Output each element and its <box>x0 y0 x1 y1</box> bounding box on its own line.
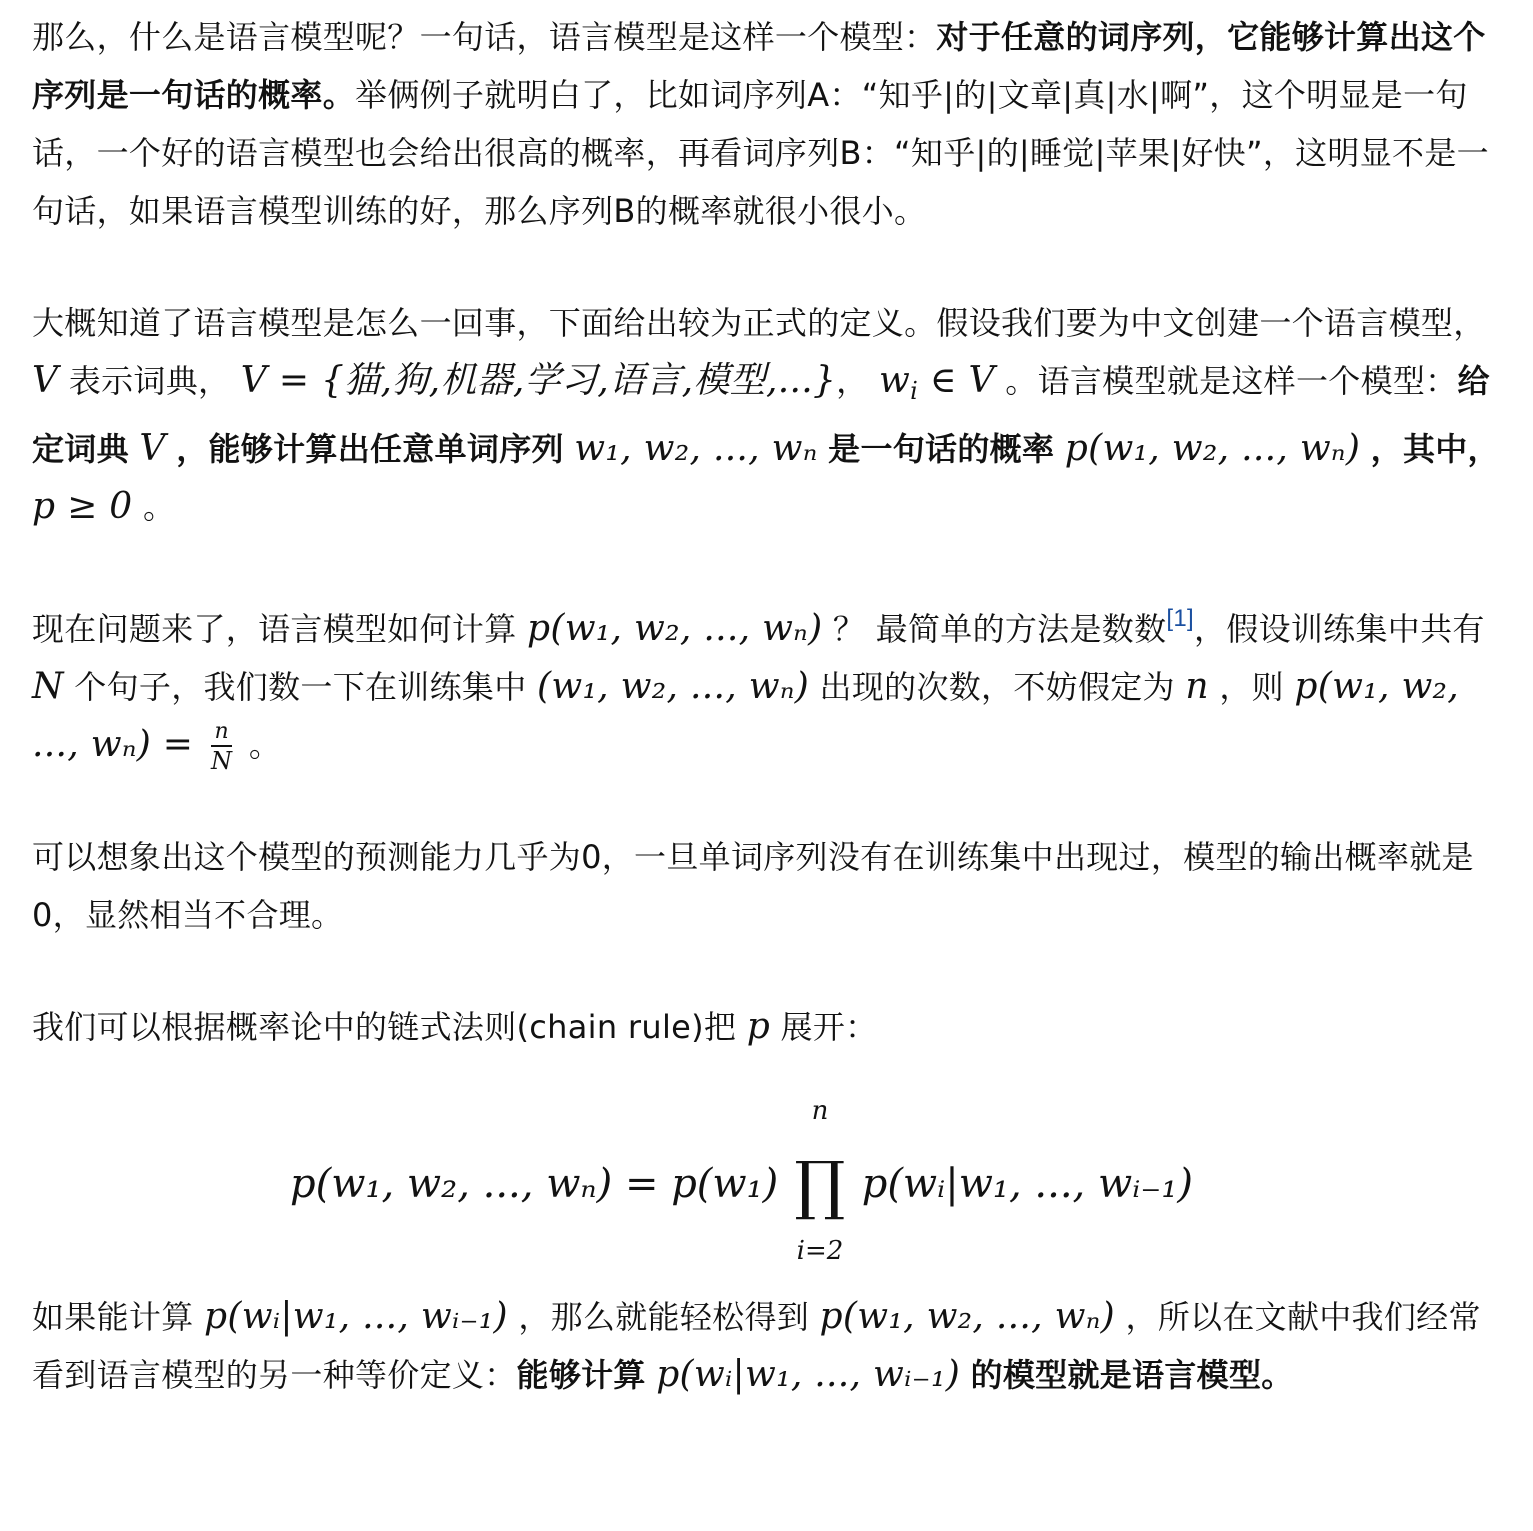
intro-text: 那么，什么是语言模型呢？一句话，语言模型是这样一个模型： <box>32 18 937 56</box>
math-p-seq-3: p(w₁, w₂, ..., wₙ) <box>819 1296 1115 1337</box>
paragraph-intro <box>32 8 1502 240</box>
def-text-5: 。 <box>142 488 176 526</box>
math-p: p <box>746 1006 771 1047</box>
equation-lhs: p(w₁, w₂, ..., wₙ) = p(w₁) <box>290 1161 779 1207</box>
product-lower-limit: i=2 <box>796 1236 844 1266</box>
def-bold-4: ，其中， <box>1370 430 1500 468</box>
equiv-bold-1: 能够计算 <box>516 1356 646 1394</box>
math-seq: w₁, w₂, ..., wₙ <box>574 428 818 469</box>
math-cond: p(wᵢ|w₁, ..., wᵢ₋₁) <box>204 1296 508 1337</box>
equiv-bold-2: 的模型就是语言模型。 <box>970 1356 1294 1394</box>
def-bold-3: 是一句话的概率 <box>828 430 1055 468</box>
paragraph-chain-rule <box>32 998 1502 1056</box>
math-wi-base: w <box>878 360 911 401</box>
chain-rule-equation <box>290 1096 1194 1266</box>
math-n: n <box>1185 666 1209 707</box>
def-text-2: 表示词典， <box>68 362 231 400</box>
intro-examples: 举俩例子就明白了，比如词序列A：“知乎|的|文章|真|水|啊”，这个明显是一句话，一个好的语言模型也会给出很高的概率，再看词序列B：“知乎|的|睡觉|苹果|好快”，这明显不是一句话，如果语言模型训练的好，那么序列B的概率就很小很小。 <box>32 76 1489 230</box>
math-in-V: ∈ V <box>918 360 995 401</box>
problem-text: 可以想象出这个模型的预测能力几乎为0，一旦单词序列没有在训练集中出现过，模型的输出概率就是0，显然相当不合理。 <box>32 838 1474 934</box>
paragraph-definition <box>32 294 1502 536</box>
count-text-7: 。 <box>248 726 282 764</box>
math-p-seq-2: p(w₁, w₂, ..., wₙ) <box>527 608 823 649</box>
article-body <box>32 8 1502 1404</box>
paragraph-equivalent-definition <box>32 1288 1502 1404</box>
count-text-2: ？ 最简单的方法是数数 <box>832 610 1167 648</box>
product-upper-limit: n <box>811 1096 829 1126</box>
def-bold-1: 给定词典 <box>32 362 1490 468</box>
math-tuple: (w₁, w₂, ..., wₙ) <box>536 666 810 707</box>
equiv-text-1: 如果能计算 <box>32 1298 194 1336</box>
paragraph-counting <box>32 590 1502 774</box>
count-text-1: 现在问题来了，语言模型如何计算 <box>32 610 517 648</box>
math-wi-sub: i <box>910 377 919 405</box>
product-operator <box>791 1096 849 1266</box>
equiv-text-3: ，所以在文献中我们经常看到语言模型的另一种等价定义： <box>32 1298 1481 1394</box>
fraction-denominator: N <box>211 747 233 775</box>
display-equation <box>32 1096 1502 1266</box>
def-bold-2: ，能够计算出任意单词序列 <box>176 430 564 468</box>
intro-bold: 对于任意的词序列，它能够计算出这个序列是一句话的概率。 <box>32 18 1486 114</box>
chain-text-1: 我们可以根据概率论中的链式法则(chain rule)把 <box>32 1008 737 1046</box>
def-text-1: 大概知道了语言模型是怎么一回事，下面给出较为正式的定义。假设我们要为中文创建一个语言模型， <box>32 304 1486 342</box>
paragraph-problem <box>32 828 1502 944</box>
count-text-6: ，则 <box>1219 668 1284 706</box>
count-text-5: 出现的次数，不妨假定为 <box>819 668 1175 706</box>
product-symbol: ∏ <box>794 1149 846 1223</box>
count-text-4: 个句子，我们数一下在训练集中 <box>74 668 527 706</box>
equiv-text-2: ，那么就能轻松得到 <box>518 1298 810 1336</box>
math-V: V <box>32 360 59 401</box>
math-p-ge-0: p ≥ 0 <box>32 486 133 527</box>
math-p-equals: p(w₁, w₂, ..., wₙ) = <box>32 666 1460 765</box>
math-wi <box>878 360 995 405</box>
math-V-def: V = {猫,狗,机器,学习,语言,模型,...} <box>240 360 837 401</box>
math-V-bold: V <box>139 428 166 469</box>
equation-rhs: p(wᵢ|w₁, ..., wᵢ₋₁) <box>861 1161 1194 1207</box>
footnote-ref-1[interactable]: [1] <box>1166 605 1194 632</box>
def-text-4: 。语言模型就是这样一个模型： <box>1005 362 1458 400</box>
def-text-3: ， <box>836 362 869 400</box>
fraction-n-over-N <box>211 721 232 773</box>
fraction-numerator: n <box>211 721 232 747</box>
math-p-seq: p(w₁, w₂, ..., wₙ) <box>1064 428 1361 469</box>
chain-text-2: 展开： <box>780 1008 878 1046</box>
count-text-3: ，假设训练集中共有 <box>1193 610 1485 648</box>
math-cond-2: p(wᵢ|w₁, ..., wᵢ₋₁) <box>656 1354 961 1395</box>
math-N: N <box>32 666 64 707</box>
